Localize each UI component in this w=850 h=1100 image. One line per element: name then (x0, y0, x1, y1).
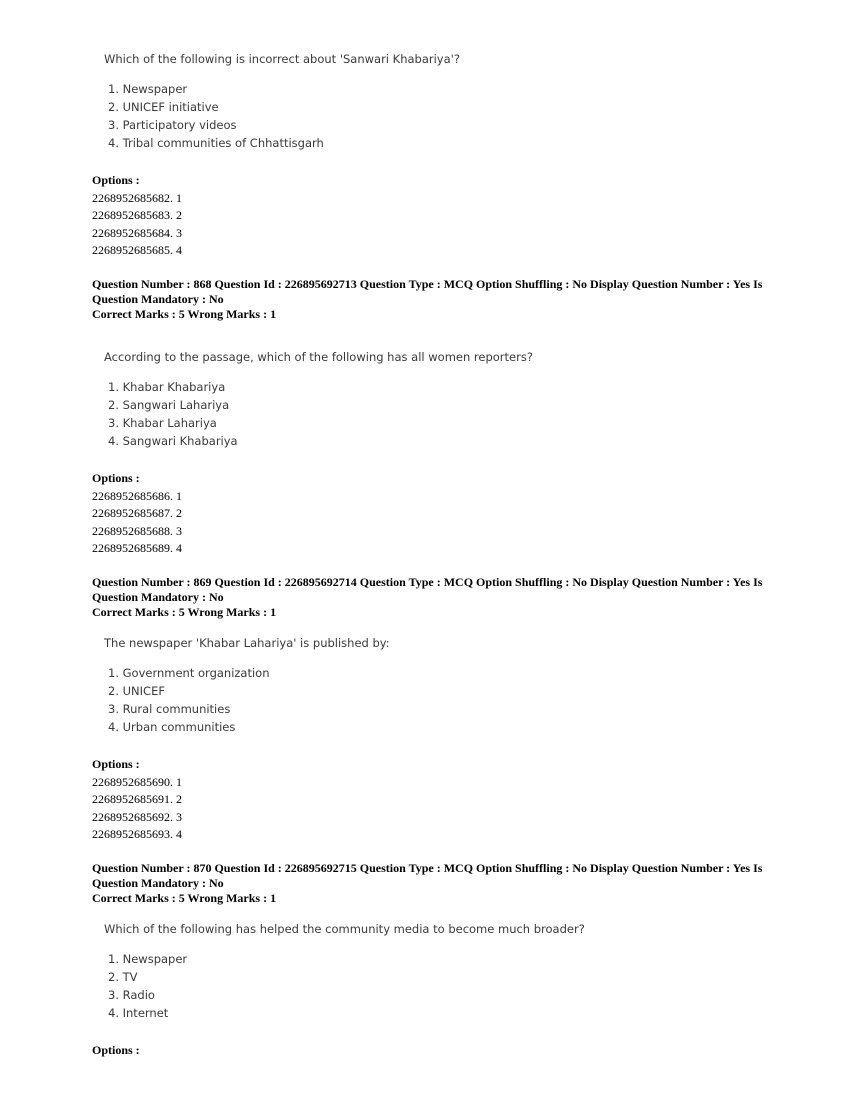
choice-item: 3. Radio (108, 988, 155, 1002)
option-id: 2268952685686. 1 (92, 488, 182, 503)
option-id: 2268952685684. 3 (92, 225, 182, 240)
option-id: 2268952685692. 3 (92, 809, 182, 824)
answer-choices (108, 378, 238, 450)
meta-line: Question Number : 868 Question Id : 226895692713 Question Type : MCQ Option Shuffling : No Display Question Number : Yes Is (92, 277, 763, 291)
question-meta (92, 277, 772, 322)
marks-line: Correct Marks : 5 Wrong Marks : 1 (92, 307, 277, 321)
choice-item: 4. Urban communities (108, 720, 236, 734)
choice-item: 2. UNICEF initiative (108, 100, 219, 114)
option-id: 2268952685689. 4 (92, 541, 182, 555)
option-id: 2268952685688. 3 (92, 523, 182, 538)
option-id: 2268952685691. 2 (92, 792, 182, 806)
meta-line: Question Mandatory : No (92, 875, 224, 890)
meta-line: Question Number : 870 Question Id : 226895692715 Question Type : MCQ Option Shuffling : No Display Question Number : Yes Is (92, 861, 763, 875)
question-text: Which of the following is incorrect about 'Sanwari Khabariya'? (104, 52, 460, 66)
question-meta (92, 575, 772, 620)
choice-item: 3. Rural communities (108, 702, 231, 716)
choice-item: 2. UNICEF (108, 684, 165, 698)
meta-line: Question Number : 869 Question Id : 226895692714 Question Type : MCQ Option Shuffling : No Display Question Number : Yes Is (92, 575, 763, 589)
option-id: 2268952685683. 2 (92, 208, 182, 222)
choice-item: 4. Tribal communities of Chhattisgarh (108, 136, 324, 150)
options-label: Options : (92, 1043, 140, 1057)
options-list (92, 756, 182, 844)
options-label: Options : (92, 173, 140, 187)
meta-line: Question Mandatory : No (92, 291, 224, 306)
option-id: 2268952685687. 2 (92, 506, 182, 520)
answer-choices (108, 664, 270, 736)
meta-line: Question Mandatory : No (92, 589, 224, 604)
options-list (92, 1042, 140, 1060)
choice-item: 1. Newspaper (108, 952, 188, 966)
option-id: 2268952685682. 1 (92, 190, 182, 205)
choice-item: 1. Newspaper (108, 82, 188, 96)
option-id: 2268952685693. 4 (92, 827, 182, 841)
options-label: Options : (92, 471, 140, 485)
choice-item: 1. Khabar Khabariya (108, 380, 226, 394)
choice-item: 3. Participatory videos (108, 118, 237, 132)
option-id: 2268952685685. 4 (92, 243, 182, 257)
choice-item: 2. TV (108, 970, 138, 984)
option-id: 2268952685690. 1 (92, 774, 182, 789)
choice-item: 3. Khabar Lahariya (108, 416, 217, 430)
options-list (92, 470, 182, 558)
question-text: The newspaper 'Khabar Lahariya' is published by: (104, 636, 390, 650)
choice-item: 2. Sangwari Lahariya (108, 398, 230, 412)
marks-line: Correct Marks : 5 Wrong Marks : 1 (92, 605, 277, 619)
options-label: Options : (92, 757, 140, 771)
answer-choices (108, 80, 324, 152)
choice-item: 1. Government organization (108, 666, 270, 680)
choice-item: 4. Internet (108, 1006, 169, 1020)
question-meta (92, 861, 772, 906)
question-text: Which of the following has helped the community media to become much broader? (104, 922, 585, 936)
choice-item: 4. Sangwari Khabariya (108, 434, 238, 448)
answer-choices (108, 950, 187, 1022)
marks-line: Correct Marks : 5 Wrong Marks : 1 (92, 891, 277, 905)
question-text: According to the passage, which of the following has all women reporters? (104, 350, 533, 364)
options-list (92, 172, 182, 260)
